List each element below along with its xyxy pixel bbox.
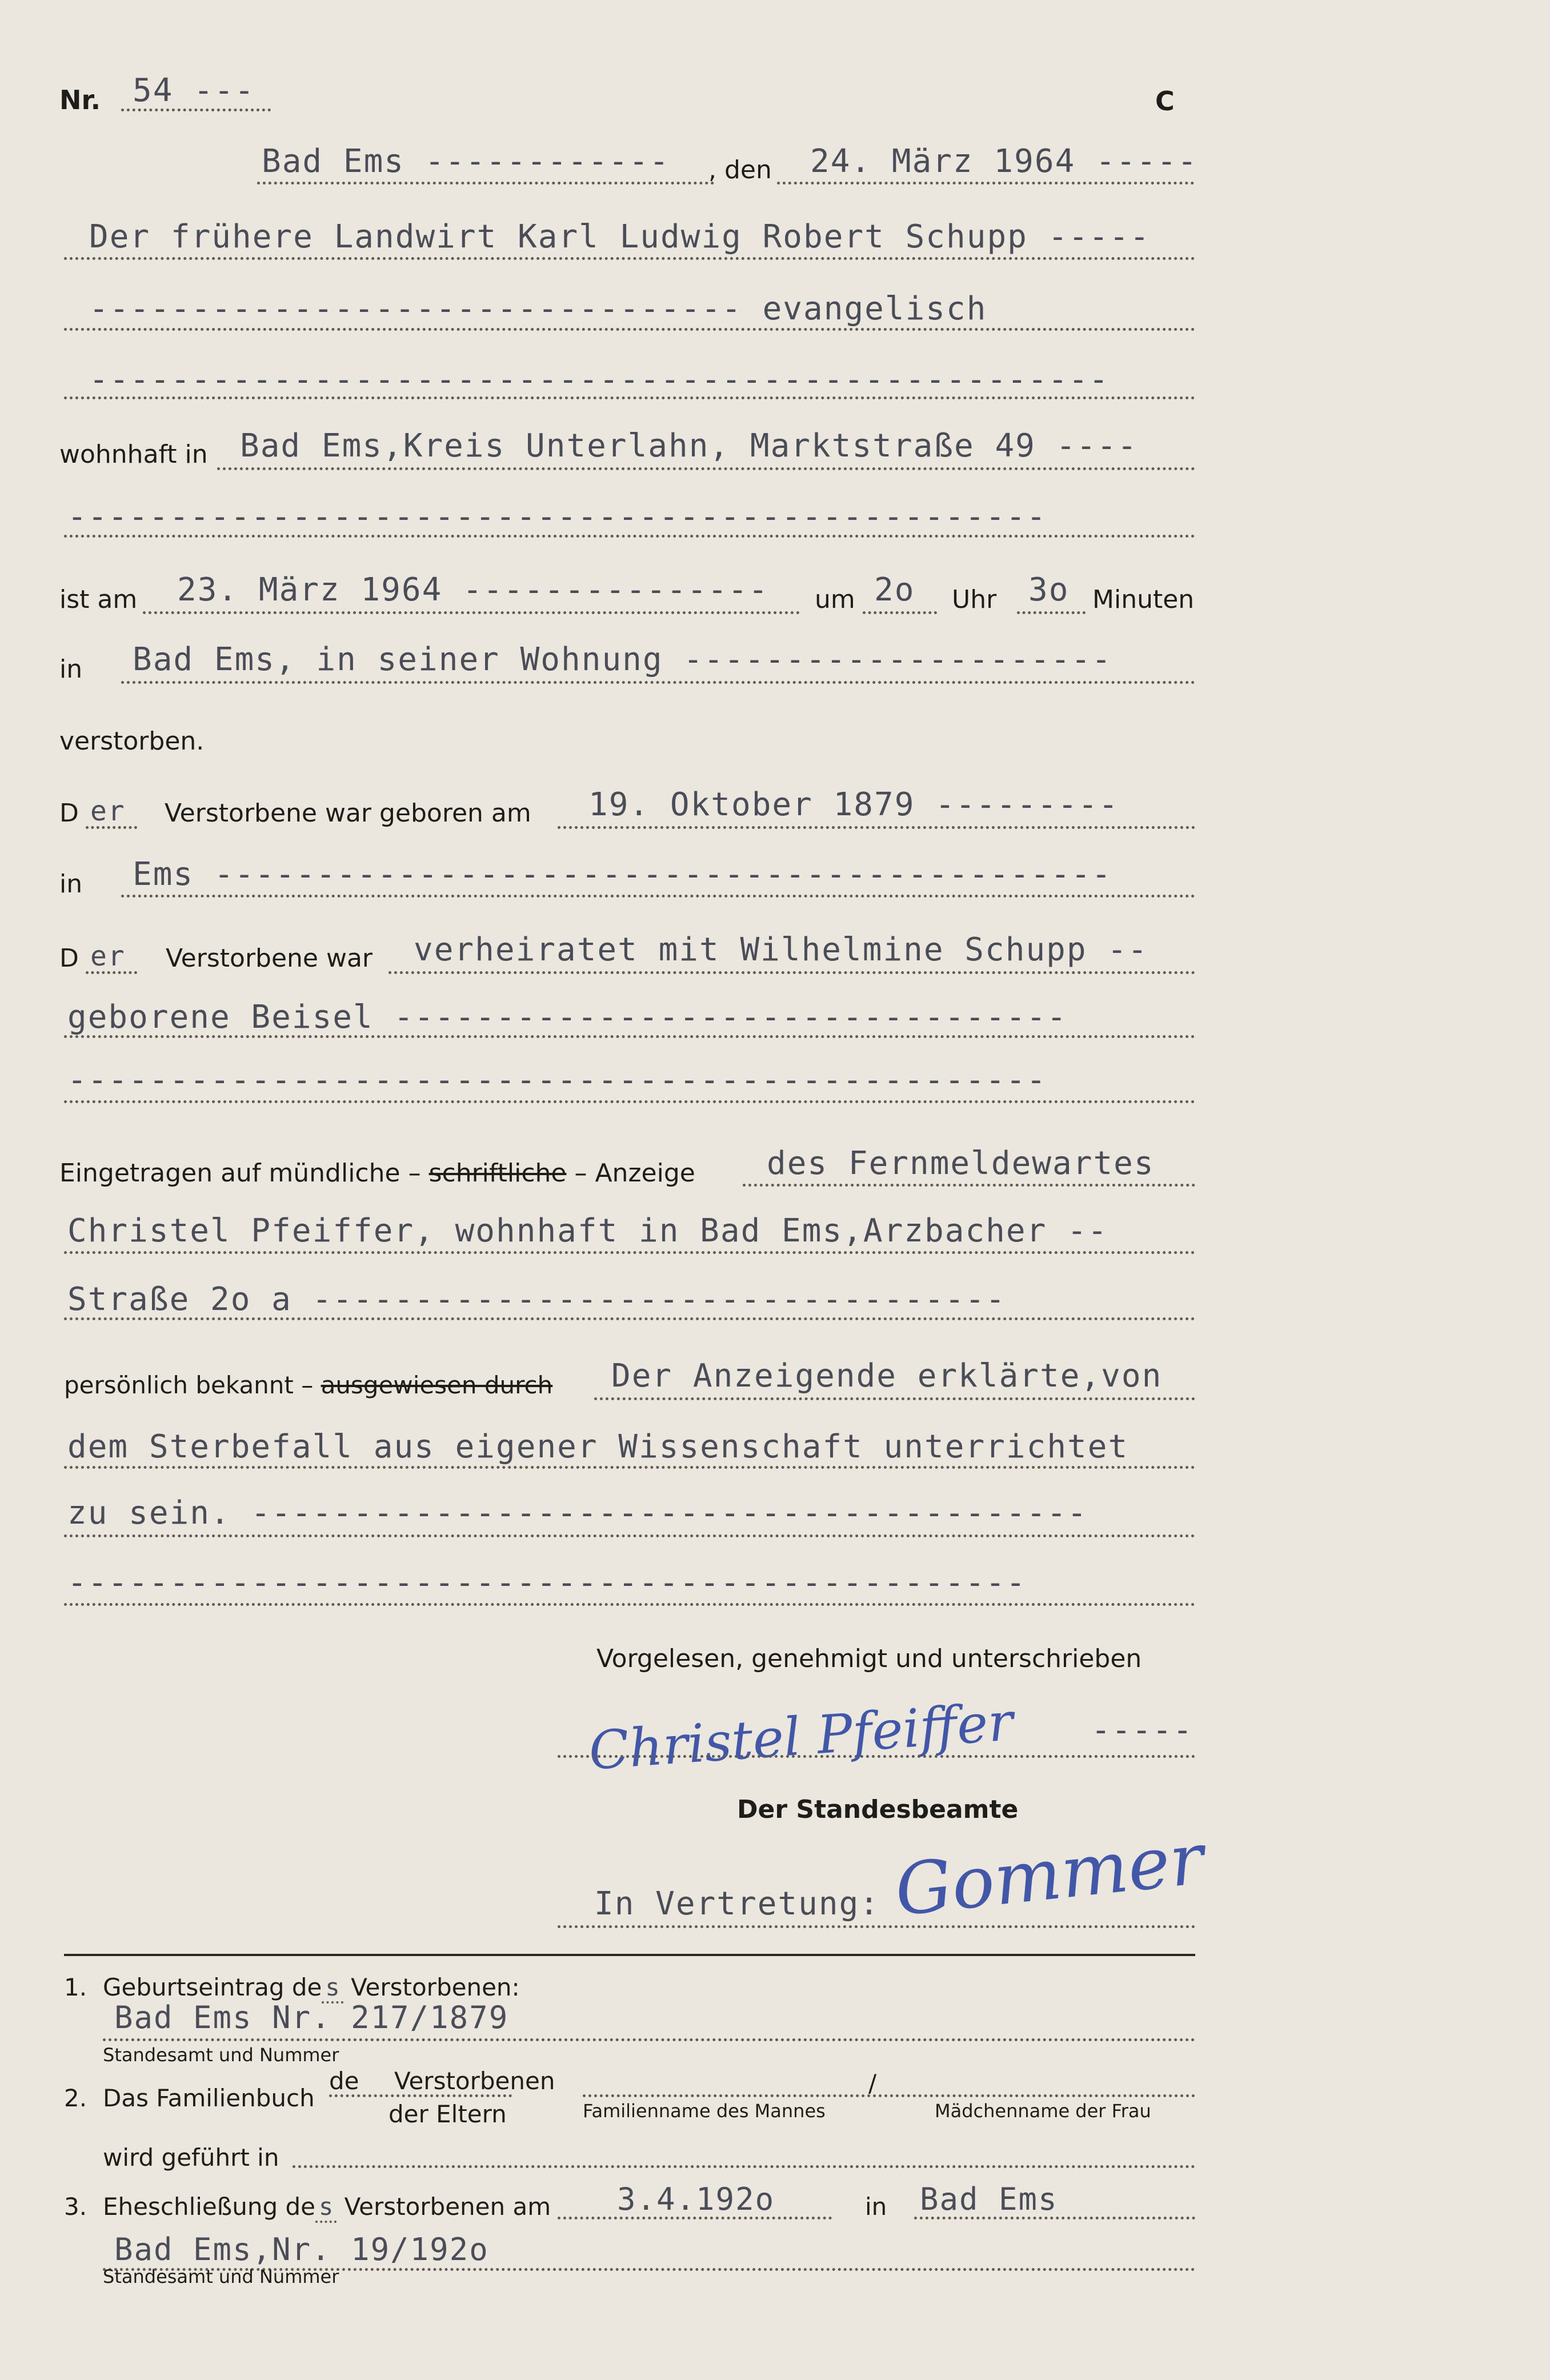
identity-statement-4-line <box>64 1603 1195 1606</box>
identity-statement-4: ----------------------------------------------- <box>67 1564 1027 1601</box>
registrar-signature-line <box>558 1925 1195 1928</box>
birth-date-line <box>558 826 1195 829</box>
deceased-religion-line <box>64 328 1195 331</box>
identity-statement-3-line <box>64 1534 1195 1537</box>
note-2-verstorbenen: Verstorbenen <box>394 2067 555 2095</box>
marriage-extra-line <box>64 1100 1195 1103</box>
informant-signature-dashes: ----- <box>1091 1712 1193 1749</box>
note-2-caption-wife: Mädchenname der Frau <box>935 2100 1151 2122</box>
note-1-label-text: Geburtseintrag de <box>103 1973 322 2001</box>
marriage-status-line <box>388 971 1195 974</box>
deceased-name-line <box>64 257 1195 260</box>
verstorben-label: verstorben. <box>59 727 205 756</box>
identity-statement-line <box>594 1397 1195 1400</box>
note-1-caption: Standesamt und Nummer <box>103 2044 339 2066</box>
deceased-religion: -------------------------------- evangelisch <box>89 290 987 327</box>
deceased-name: Der frühere Landwirt Karl Ludwig Robert Schupp ----- <box>89 218 1151 255</box>
death-place: Bad Ems, in seiner Wohnung --------------------- <box>133 641 1112 678</box>
marriage-spouse-line <box>64 1035 1195 1038</box>
register-number: 54 --- <box>133 72 255 109</box>
note-2-wird-label: wird geführt in <box>103 2143 279 2171</box>
registration-place-line <box>257 182 714 185</box>
register-letter: C <box>1155 86 1175 117</box>
identity-label <box>64 1371 552 1399</box>
report-label-struck: schriftliche <box>428 1159 567 1188</box>
identity-statement-3: zu sein. ----------------------------------------- <box>67 1494 1088 1532</box>
identity-statement-2: dem Sterbefall aus eigener Wissenschaft unterrichtet <box>67 1428 1129 1465</box>
note-2-slash: / <box>868 2069 877 2097</box>
birth-date: 19. Oktober 1879 --------- <box>588 786 1119 823</box>
note-3-place-line <box>914 2217 1195 2219</box>
informant-title-line <box>743 1184 1195 1187</box>
marriage-d-suffix-line <box>86 971 137 974</box>
note-2-eltern: der Eltern <box>388 2100 507 2128</box>
birth-place-label: in <box>59 870 83 899</box>
note-3-date-line <box>558 2217 832 2219</box>
note-3-value: Bad Ems,Nr. 19/192o <box>114 2231 489 2267</box>
note-2-names-line <box>583 2094 1195 2097</box>
note-2-label: Das Familienbuch <box>103 2084 315 2112</box>
report-label-anzeige: – Anzeige <box>574 1159 695 1188</box>
deceased-extra: -------------------------------------------------- <box>89 361 1110 398</box>
birth-d-suffix-line <box>86 826 137 829</box>
registration-place: Bad Ems ------------ <box>262 143 670 180</box>
report-label <box>59 1159 695 1188</box>
note-2-caption-husband: Familienname des Mannes <box>583 2100 826 2122</box>
informant-signature: Christel Pfeiffer <box>587 1691 1015 1782</box>
note-1-value-line <box>103 2038 1195 2041</box>
note-3-date: 3.4.192o <box>617 2181 775 2217</box>
marriage-d-label: D <box>59 944 79 973</box>
birth-d-suffix: er <box>90 795 126 827</box>
birth-place: Ems -------------------------------------------- <box>133 856 1112 893</box>
marriage-status: verheiratet mit Wilhelmine Schupp -- <box>414 931 1148 968</box>
minuten-label: Minuten <box>1092 585 1195 614</box>
identity-statement: Der Anzeigende erklärte,von <box>611 1357 1163 1395</box>
note-2-de: de <box>329 2067 359 2095</box>
death-hour-line <box>863 611 937 614</box>
birth-place-line <box>121 895 1195 897</box>
note-3-label-verstorbenen: Verstorbenen am <box>344 2193 551 2221</box>
informant-address: Straße 2o a ---------------------------------- <box>67 1281 1006 1318</box>
note-1-value: Bad Ems Nr. 217/1879 <box>114 2000 509 2036</box>
death-place-line <box>121 681 1195 684</box>
residence-continuation: ------------------------------------------------ <box>67 498 1047 535</box>
residence-address: Bad Ems,Kreis Unterlahn, Marktstraße 49 ---- <box>240 427 1138 464</box>
death-date: 23. März 1964 --------------- <box>177 571 769 608</box>
note-1-label <box>103 1973 520 2001</box>
note-1-label-verstorbenen: Verstorbenen: <box>351 1973 520 2001</box>
note-3-place: Bad Ems <box>920 2181 1058 2217</box>
registrar-label: Der Standesbeamte <box>737 1795 1019 1824</box>
birth-d-label: D <box>59 799 79 828</box>
note-3-label-text: Eheschließung de <box>103 2193 315 2221</box>
identity-label-struck: ausgewiesen durch <box>321 1371 553 1399</box>
death-minutes-line <box>1017 611 1086 614</box>
den-label: , den <box>708 155 772 185</box>
marriage-extra: ------------------------------------------------ <box>67 1061 1047 1099</box>
death-date-label: ist am <box>59 585 138 614</box>
read-approved-label: Vorgelesen, genehmigt und unterschrieben <box>596 1644 1142 1673</box>
note-3-number: 3. <box>64 2193 87 2221</box>
registrar-signature: Gommer <box>891 1818 1208 1932</box>
um-label: um <box>815 585 855 614</box>
registration-date-line <box>777 182 1194 185</box>
register-number-line <box>121 109 271 111</box>
marriage-d-suffix: er <box>90 940 126 972</box>
note-3-label-suffix: s <box>315 2193 337 2223</box>
footer-separator <box>64 1954 1195 1956</box>
birth-date-label: Verstorbene war geboren am <box>165 799 531 828</box>
death-date-line <box>143 611 800 614</box>
marriage-label: Verstorbene war <box>166 944 373 973</box>
note-3-label <box>103 2193 551 2221</box>
identity-statement-2-line <box>64 1466 1195 1469</box>
informant-title: des Fernmeldewartes <box>767 1145 1155 1182</box>
identity-label-text: persönlich bekannt – <box>64 1371 314 1399</box>
informant-signature-line <box>558 1755 1195 1758</box>
informant-name-line <box>64 1251 1195 1254</box>
note-2-wird-line <box>293 2165 1195 2168</box>
residence-address-line <box>217 467 1195 470</box>
report-label-text: Eingetragen auf mündliche – <box>59 1159 421 1188</box>
note-1-label-suffix: s <box>322 1973 343 2004</box>
residence-continuation-line <box>64 535 1195 538</box>
death-hour: 2o <box>874 571 915 608</box>
in-vertretung-label: In Vertretung: <box>594 1885 880 1922</box>
note-1-number: 1. <box>64 1973 87 2001</box>
marriage-spouse: geborene Beisel --------------------------------- <box>67 999 1068 1036</box>
death-minutes: 3o <box>1028 571 1070 608</box>
note-3-caption: Standesamt und Nummer <box>103 2266 339 2287</box>
informant-address-line <box>64 1317 1195 1320</box>
deceased-extra-line <box>64 396 1195 399</box>
registration-date: 24. März 1964 ----- <box>810 143 1198 180</box>
note-2-number: 2. <box>64 2084 87 2112</box>
residence-label: wohnhaft in <box>59 440 208 469</box>
death-place-label: in <box>59 655 83 684</box>
informant-name: Christel Pfeiffer, wohnhaft in Bad Ems,Arzbacher -- <box>67 1212 1108 1249</box>
note-3-in-label: in <box>865 2193 887 2221</box>
uhr-label: Uhr <box>952 585 997 614</box>
nr-label: Nr. <box>59 85 101 115</box>
